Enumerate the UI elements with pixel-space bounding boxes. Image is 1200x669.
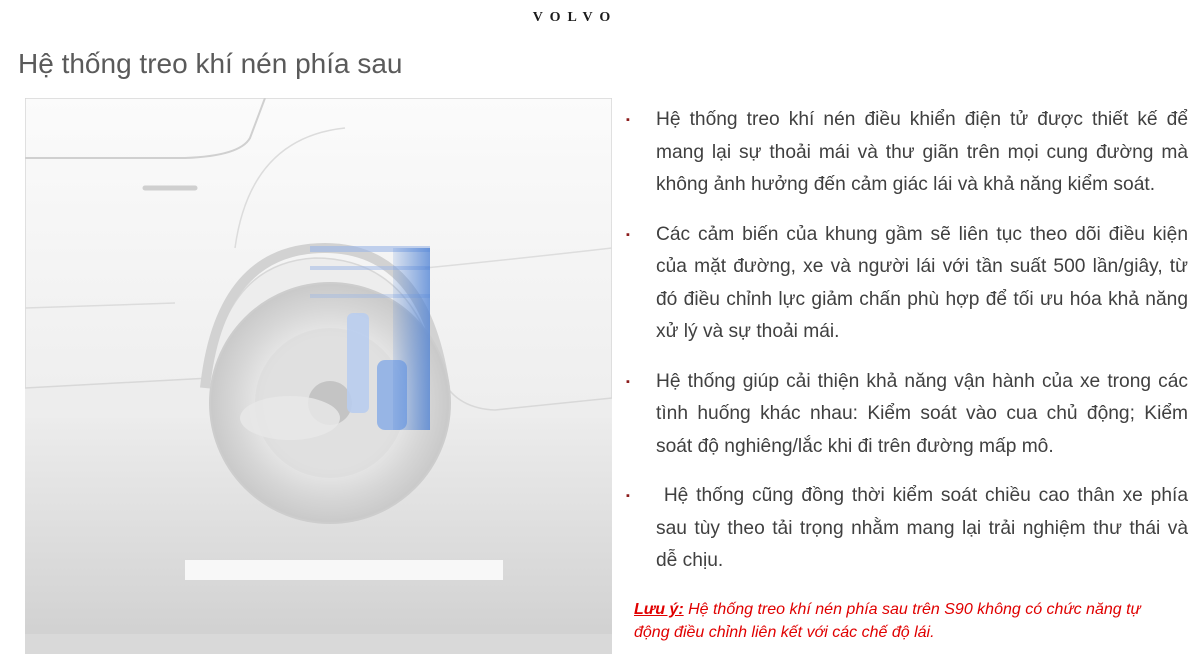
car-rear-wheel-air-suspension-illustration (25, 98, 612, 654)
list-item (622, 480, 1194, 578)
list-item-text: Hệ thống giúp cải thiện khả năng vận hành của xe trong các tình huống khác nhau: Kiểm soát vào cua chủ động; Kiểm soát độ nghiêng/lắc khi đi trên đường mấp mô. (656, 370, 1188, 457)
volvo-logo: VOLVO (532, 10, 618, 25)
bullet-marker-icon: ▪ (626, 490, 630, 502)
page-title: Hệ thống treo khí nén phía sau (18, 48, 403, 79)
bullet-marker-icon: ▪ (626, 114, 630, 126)
list-item (622, 366, 1188, 464)
list-item (622, 104, 1188, 202)
bullet-marker-icon: ▪ (626, 228, 630, 241)
note (634, 598, 1174, 644)
list-item-text: Các cảm biến của khung gầm sẽ liên tục theo dõi điều kiện của mặt đường, xe và người lái với tần suất 500 lần/giây, từ đó điều chỉnh lực giảm chấn phù hợp để tối ưu hóa khả năng xử lý và sự thoải mái. (656, 223, 1188, 342)
feature-list (622, 104, 1194, 595)
bullet-marker-icon: ▪ (626, 375, 630, 388)
list-item-text: Hệ thống cũng đồng thời kiểm soát chiều cao thân xe phía sau tùy theo tải trọng nhằm mang lại trải nghiệm thư thái và dễ chịu. (656, 485, 1194, 571)
list-item (622, 219, 1188, 349)
car-illustration (25, 98, 612, 654)
note-text: Hệ thống treo khí nén phía sau trên S90 không có chức năng tự động điều chỉnh liên kết với các chế độ lái. (634, 601, 1146, 641)
list-item-text: Hệ thống treo khí nén điều khiển điện tử được thiết kế để mang lại sự thoải mái và thư giãn trên mọi cung đường mà không ảnh hưởng đến cảm giác lái và khả năng kiểm soát. (656, 109, 1188, 195)
note-label: Lưu ý: (634, 601, 684, 618)
